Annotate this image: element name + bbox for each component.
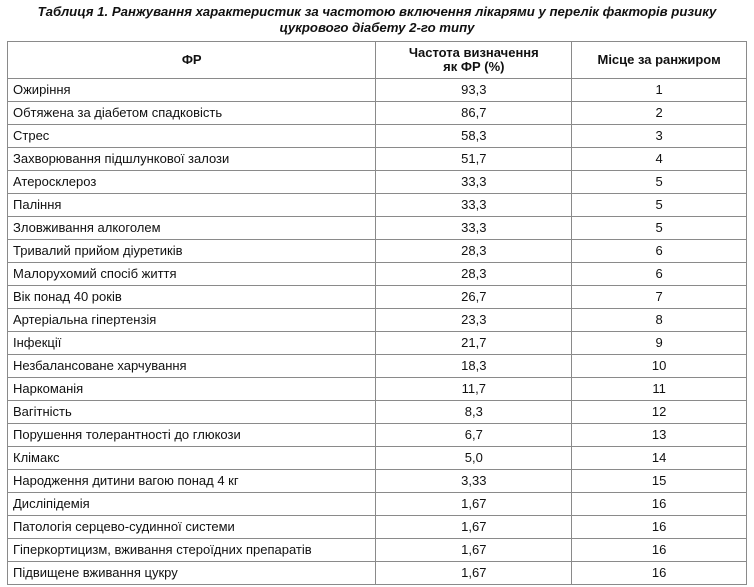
frequency-cell: 51,7 xyxy=(376,148,572,171)
table-row xyxy=(8,171,747,194)
frequency-cell: 93,3 xyxy=(376,79,572,102)
frequency-cell: 28,3 xyxy=(376,263,572,286)
frequency-cell: 1,67 xyxy=(376,562,572,585)
header-frequency-line-2: як ФР (%) xyxy=(443,59,505,74)
table-row xyxy=(8,240,747,263)
table-row xyxy=(8,194,747,217)
rank-cell: 15 xyxy=(572,470,747,493)
frequency-cell: 1,67 xyxy=(376,516,572,539)
frequency-cell: 1,67 xyxy=(376,493,572,516)
rank-cell: 16 xyxy=(572,493,747,516)
risk-factor-cell: Атеросклероз xyxy=(8,171,376,194)
rank-cell: 12 xyxy=(572,401,747,424)
table-row xyxy=(8,493,747,516)
risk-factor-cell: Гіперкортицизм, вживання стероїдних препаратів xyxy=(8,539,376,562)
table-row xyxy=(8,539,747,562)
frequency-cell: 33,3 xyxy=(376,194,572,217)
rank-cell: 5 xyxy=(572,217,747,240)
risk-factor-cell: Вагітність xyxy=(8,401,376,424)
frequency-cell: 3,33 xyxy=(376,470,572,493)
table-row xyxy=(8,562,747,585)
table-header-row xyxy=(8,42,747,79)
risk-factor-cell: Ожиріння xyxy=(8,79,376,102)
header-frequency xyxy=(376,42,572,79)
caption-line-2: цукрового діабету 2-го типу xyxy=(279,20,475,35)
risk-factor-cell: Клімакс xyxy=(8,447,376,470)
rank-cell: 2 xyxy=(572,102,747,125)
rank-cell: 11 xyxy=(572,378,747,401)
frequency-cell: 26,7 xyxy=(376,286,572,309)
risk-factor-cell: Дисліпідемія xyxy=(8,493,376,516)
table-row xyxy=(8,470,747,493)
risk-factor-cell: Зловживання алкоголем xyxy=(8,217,376,240)
table-row xyxy=(8,355,747,378)
table-row xyxy=(8,424,747,447)
rank-cell: 16 xyxy=(572,516,747,539)
risk-factor-cell: Народження дитини вагою понад 4 кг xyxy=(8,470,376,493)
header-frequency-line-1: Частота визначення xyxy=(408,45,539,60)
risk-factor-cell: Артеріальна гіпертензія xyxy=(8,309,376,332)
table-row xyxy=(8,102,747,125)
frequency-cell: 6,7 xyxy=(376,424,572,447)
risk-factor-cell: Обтяжена за діабетом спадковість xyxy=(8,102,376,125)
table-row xyxy=(8,148,747,171)
table-row xyxy=(8,378,747,401)
frequency-cell: 11,7 xyxy=(376,378,572,401)
table-row xyxy=(8,401,747,424)
rank-cell: 5 xyxy=(572,194,747,217)
table-row xyxy=(8,516,747,539)
risk-factor-cell: Вік понад 40 років xyxy=(8,286,376,309)
frequency-cell: 23,3 xyxy=(376,309,572,332)
rank-cell: 6 xyxy=(572,240,747,263)
table-caption xyxy=(0,0,754,36)
risk-factor-cell: Захворювання підшлункової залози xyxy=(8,148,376,171)
risk-factor-cell: Стрес xyxy=(8,125,376,148)
risk-factor-cell: Підвищене вживання цукру xyxy=(8,562,376,585)
table-row xyxy=(8,286,747,309)
frequency-cell: 18,3 xyxy=(376,355,572,378)
risk-factor-cell: Патологія серцево-судинної системи xyxy=(8,516,376,539)
risk-factor-cell: Порушення толерантності до глюкози xyxy=(8,424,376,447)
rank-cell: 1 xyxy=(572,79,747,102)
frequency-cell: 1,67 xyxy=(376,539,572,562)
table-row xyxy=(8,309,747,332)
frequency-cell: 5,0 xyxy=(376,447,572,470)
risk-factor-cell: Наркоманія xyxy=(8,378,376,401)
header-risk-factor: ФР xyxy=(8,42,376,79)
rank-cell: 16 xyxy=(572,562,747,585)
table-row xyxy=(8,447,747,470)
table-row xyxy=(8,217,747,240)
header-rank: Місце за ранжиром xyxy=(572,42,747,79)
rank-cell: 4 xyxy=(572,148,747,171)
rank-cell: 16 xyxy=(572,539,747,562)
frequency-cell: 86,7 xyxy=(376,102,572,125)
frequency-cell: 33,3 xyxy=(376,217,572,240)
rank-cell: 8 xyxy=(572,309,747,332)
risk-factor-cell: Паління xyxy=(8,194,376,217)
caption-line-1: Таблиця 1. Ранжування характеристик за частотою включення лікарями у перелік факторів ризику xyxy=(37,4,717,19)
frequency-cell: 28,3 xyxy=(376,240,572,263)
risk-factor-cell: Тривалий прийом діуретиків xyxy=(8,240,376,263)
table-row xyxy=(8,125,747,148)
rank-cell: 5 xyxy=(572,171,747,194)
rank-cell: 10 xyxy=(572,355,747,378)
table-row xyxy=(8,332,747,355)
table-row xyxy=(8,263,747,286)
frequency-cell: 21,7 xyxy=(376,332,572,355)
frequency-cell: 58,3 xyxy=(376,125,572,148)
rank-cell: 3 xyxy=(572,125,747,148)
rank-cell: 6 xyxy=(572,263,747,286)
table-body xyxy=(8,79,747,585)
risk-factor-cell: Інфекції xyxy=(8,332,376,355)
rank-cell: 9 xyxy=(572,332,747,355)
rank-cell: 7 xyxy=(572,286,747,309)
rank-cell: 14 xyxy=(572,447,747,470)
rank-cell: 13 xyxy=(572,424,747,447)
frequency-cell: 8,3 xyxy=(376,401,572,424)
table-row xyxy=(8,79,747,102)
risk-factor-cell: Малорухомий спосіб життя xyxy=(8,263,376,286)
risk-factors-table xyxy=(7,41,747,585)
frequency-cell: 33,3 xyxy=(376,171,572,194)
risk-factor-cell: Незбалансоване харчування xyxy=(8,355,376,378)
